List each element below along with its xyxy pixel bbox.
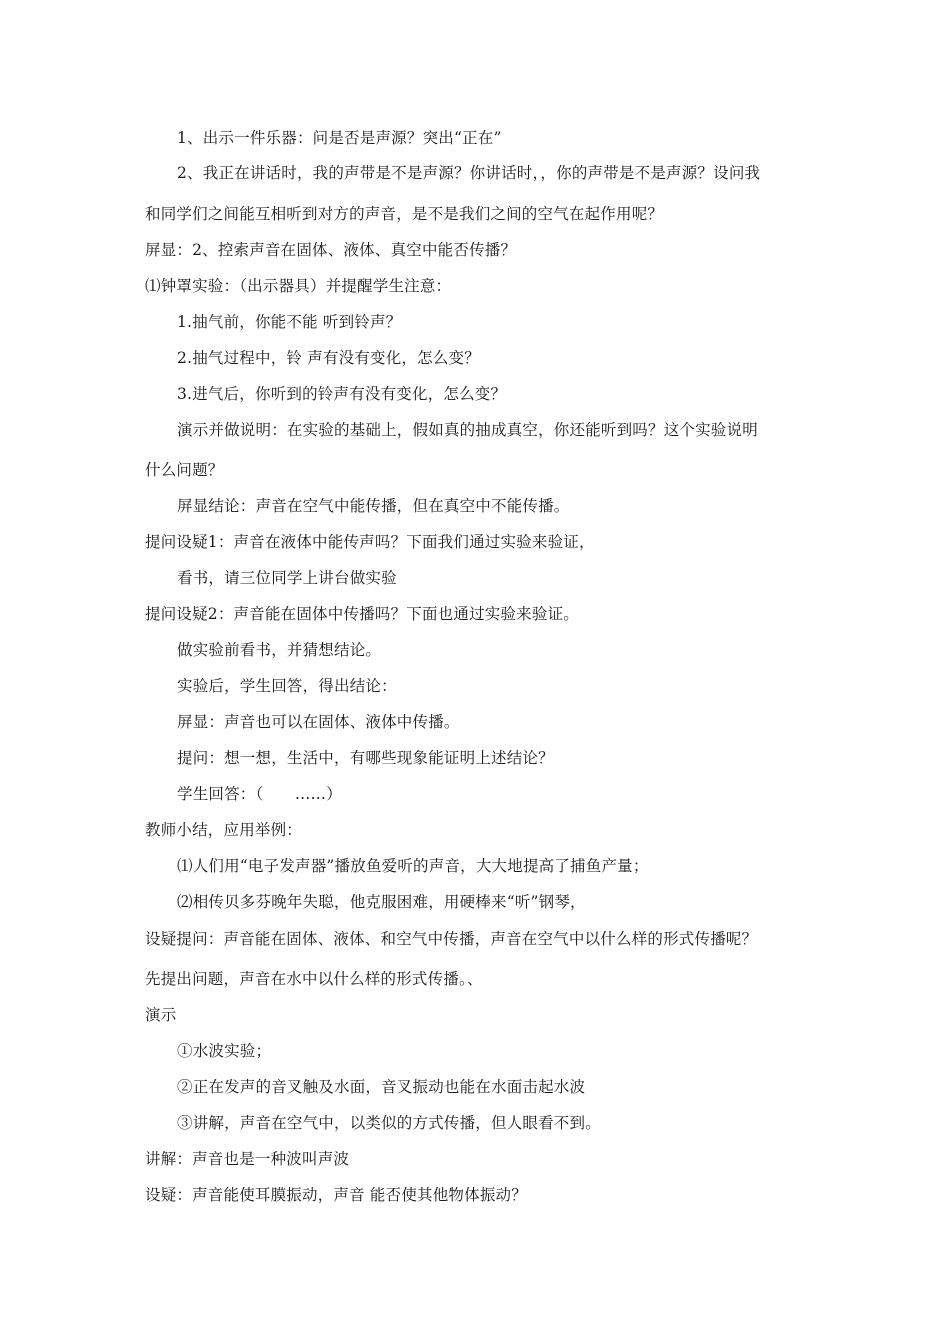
text-line: 3.进气后，你听到的铃声有没有变化，怎么变？ xyxy=(177,385,507,403)
text-line: ⑴钟罩实验：（出示器具）并提醒学生注意： xyxy=(145,277,452,295)
text-line: 2.抽气过程中，铃 声有没有变化，怎么变？ xyxy=(177,349,480,367)
text-line: ⑵相传贝多芬晚年失聪，他克服困难，用硬棒来“听”钢琴， xyxy=(177,893,586,911)
text-line: 屏显：声音也可以在固体、液体中传播。 xyxy=(177,713,460,731)
text-line: 1.抽气前，你能不能 听到铃声？ xyxy=(177,313,402,331)
text-line: 演示 xyxy=(145,1006,177,1024)
text-line: 和同学们之间能互相听到对方的声音，是不是我们之间的空气在起作用呢？ xyxy=(145,205,664,223)
text-line: 提问：想一想，生活中，有哪些现象能证明上述结论？ xyxy=(177,749,554,767)
text-line: ①水波实验； xyxy=(177,1042,272,1060)
text-line: 学生回答：（ ……） xyxy=(177,785,342,803)
text-line: 什么问题？ xyxy=(145,461,224,479)
text-line: 设疑：声音能使耳膜振动，声音 能否使其他物体振动？ xyxy=(145,1186,527,1204)
text-line: 1、出示一件乐器：问是否是声源？突出“正在” xyxy=(177,129,502,147)
text-line: 演示并做说明：在实验的基础上，假如真的抽成真空，你还能听到吗？这个实验说明 xyxy=(177,421,758,439)
text-line: 屏显结论：声音在空气中能传播，但在真空中不能传播。 xyxy=(177,497,570,515)
text-line: 提问设疑2：声音能在固体中传播吗？下面也通过实验来验证。 xyxy=(145,605,579,623)
text-line: 讲解：声音也是一种波叫声波 xyxy=(145,1150,350,1168)
text-line: 做实验前看书，并猜想结论。 xyxy=(177,641,382,659)
text-line: 先提出问题，声音在水中以什么样的形式传播。、 xyxy=(145,970,483,988)
text-line: 提问设疑1：声音在液体中能传声吗？下面我们通过实验来验证， xyxy=(145,533,595,551)
text-line: 屏显：2、控索声音在固体、液体、真空中能否传播？ xyxy=(145,241,517,259)
text-line: 看书，请三位同学上讲台做实验 xyxy=(177,569,397,587)
text-line: 2、我正在讲话时，我的声带是不是声源？你讲话时，，你的声带是不是声源？设问我 xyxy=(177,164,761,182)
text-line: ③讲解，声音在空气中，以类似的方式传播，但人眼看不到。 xyxy=(177,1114,601,1132)
text-line: 实验后，学生回答，得出结论： xyxy=(177,677,397,695)
text-line: 设疑提问：声音能在固体、液体、和空气中传播，声音在空气中以什么样的形式传播呢？ xyxy=(145,930,758,948)
text-line: ②正在发声的音叉触及水面，音叉振动也能在水面击起水波 xyxy=(177,1078,586,1096)
text-line: 教师小结，应用举例： xyxy=(145,821,303,839)
text-line: ⑴人们用“电子发声器”播放鱼爱听的声音，大大地提高了捕鱼产量； xyxy=(177,857,649,875)
